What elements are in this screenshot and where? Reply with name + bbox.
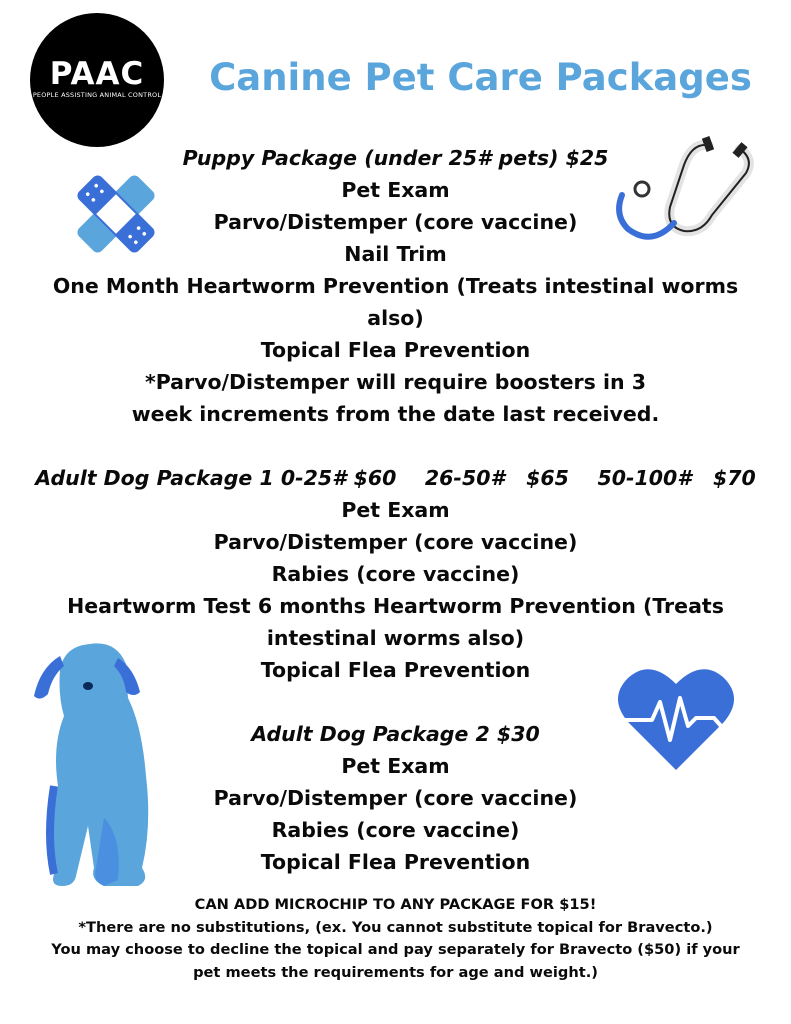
package-item: Heartworm Test 6 months Heartworm Prevention (Treats intestinal worms also) xyxy=(67,594,724,650)
packages-list xyxy=(24,142,767,878)
package-item: Parvo/Distemper (core vaccine) xyxy=(213,786,578,810)
package-item: Nail Trim xyxy=(344,242,447,266)
package-item: Parvo/Distemper (core vaccine) xyxy=(213,530,578,554)
package-item: Topical Flea Prevention xyxy=(260,850,531,874)
page-title: Canine Pet Care Packages xyxy=(209,56,752,99)
package-item: Topical Flea Prevention xyxy=(260,658,531,682)
package-item: Pet Exam xyxy=(341,754,450,778)
package-heading: Adult Dog Package 2 $30 xyxy=(251,722,540,746)
package-adult-2 xyxy=(24,718,767,878)
microchip-note: CAN ADD MICROCHIP TO ANY PACKAGE FOR $15! xyxy=(194,896,597,913)
footer-notes xyxy=(20,894,771,984)
logo-subtitle: PEOPLE ASSISTING ANIMAL CONTROL xyxy=(32,91,162,99)
paac-logo xyxy=(30,13,164,147)
package-puppy xyxy=(24,142,767,430)
package-item: Topical Flea Prevention xyxy=(260,338,531,362)
bravecto-note: You may choose to decline the topical and pay separately for Bravecto ($50) if your pet meets the requirements for age and weight.) xyxy=(51,941,740,981)
package-item: Rabies (core vaccine) xyxy=(271,562,520,586)
logo-wordmark: PAAC xyxy=(49,56,145,92)
package-item: Pet Exam xyxy=(341,498,450,522)
package-item: Pet Exam xyxy=(341,178,450,202)
package-item: One Month Heartworm Prevention (Treats intestinal worms also) xyxy=(52,274,739,330)
substitution-note: *There are no substitutions, (ex. You cannot substitute topical for Bravecto.) xyxy=(78,918,713,936)
package-adult-1 xyxy=(24,462,767,686)
package-note: *Parvo/Distemper will require boosters in 3 week increments from the date last received. xyxy=(131,370,660,426)
package-heading: Adult Dog Package 1 0-25# $60 26-50# $65 50-100# $70 xyxy=(35,466,756,490)
package-item: Rabies (core vaccine) xyxy=(271,818,520,842)
package-heading: Puppy Package (under 25# pets) $25 xyxy=(182,146,609,170)
package-item: Parvo/Distemper (core vaccine) xyxy=(213,210,578,234)
